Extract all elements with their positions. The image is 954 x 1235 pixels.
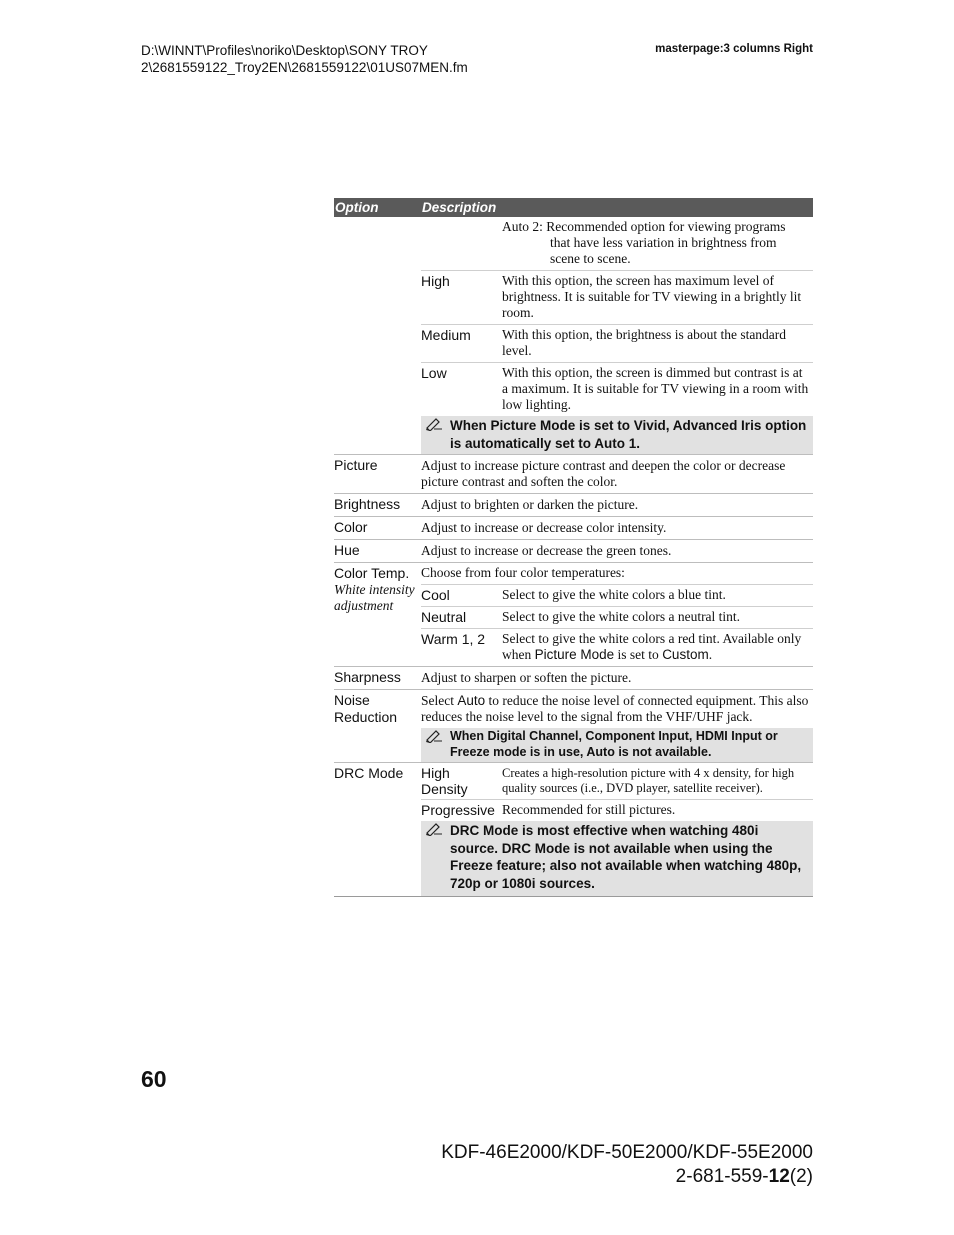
progressive-label: Progressive — [421, 802, 495, 818]
settings-table — [334, 198, 813, 897]
warm-desc: Select to give the white colors a red tint. Available only when Picture Mode is set to Custom. — [502, 631, 802, 662]
model-info — [441, 1141, 813, 1189]
note-iris — [421, 416, 813, 454]
color-temp-label: Color Temp. — [334, 565, 410, 581]
option-picture: Picture — [334, 457, 378, 473]
table-row-drc-mode — [334, 763, 813, 897]
table-row-noise-reduction — [334, 690, 813, 763]
subrow-neutral — [421, 607, 813, 629]
file-path — [141, 42, 468, 76]
cool-label: Cool — [421, 587, 450, 603]
subrow-low — [421, 363, 813, 416]
file-path-line-2: 2\2681559122_Troy2EN\2681559122\01US07MEN.fm — [141, 60, 468, 75]
masterpage-label: masterpage:3 columns Right — [655, 43, 813, 55]
low-desc: With this option, the screen is dimmed but contrast is at a maximum. It is suitable for TV viewing in a room with low lighting. — [502, 365, 809, 412]
neutral-desc: Select to give the white colors a neutral tint. — [502, 609, 741, 624]
subrow-medium — [421, 325, 813, 363]
sharpness-desc: Adjust to sharpen or soften the picture. — [421, 670, 632, 685]
subrow-progressive — [421, 800, 813, 821]
note-iris-text: When Picture Mode is set to Vivid, Advanced Iris option is automatically set to Auto 1. — [450, 418, 807, 451]
warm-label: Warm 1, 2 — [421, 631, 486, 647]
subrow-warm — [421, 629, 813, 666]
option-color-temp — [334, 563, 421, 666]
table-row-brightness — [334, 494, 813, 517]
table-row-picture — [334, 455, 813, 494]
option-noise-reduction: Noise Reduction — [334, 692, 398, 725]
color-temp-sublabel: White intensity adjustment — [334, 582, 415, 613]
pencil-note-icon — [425, 729, 450, 760]
neutral-label: Neutral — [421, 609, 467, 625]
picture-desc: Adjust to increase picture contrast and deepen the color or decrease picture contrast and soften the color. — [421, 458, 786, 489]
option-hue: Hue — [334, 542, 360, 558]
medium-label: Medium — [421, 327, 471, 343]
model-code: 2-681-559-12(2) — [675, 1166, 813, 1187]
subrow-high-density — [421, 763, 813, 800]
noise-desc: Select Auto to reduce the noise level of connected equipment. This also reduces the noise level to the signal from the VHF/UHF jack. — [421, 693, 809, 724]
description-cell — [421, 217, 813, 454]
subrow-high — [421, 271, 813, 325]
note-noise-text: When Digital Channel, Component Input, HDMI Input or Freeze mode is in use, Auto is not available. — [450, 729, 778, 759]
table-row-advanced-iris — [334, 217, 813, 455]
high-desc: With this option, the screen has maximum level of brightness. It is suitable for TV viewing in a brightly lit room. — [502, 273, 802, 320]
option-cell-empty — [334, 217, 421, 454]
auto2-desc: Auto 2: Recommended option for viewing programs that have less variation in brightness from scene to scene. — [502, 219, 786, 266]
high-density-label: High Density — [421, 765, 468, 797]
option-color: Color — [334, 519, 368, 535]
page-number: 60 — [141, 1066, 167, 1092]
pencil-note-icon — [425, 417, 450, 452]
high-label: High — [421, 273, 450, 289]
subrow-cool — [421, 585, 813, 607]
option-brightness: Brightness — [334, 496, 401, 512]
table-header — [334, 198, 813, 217]
table-row-color-temp — [334, 563, 813, 667]
table-row-color — [334, 517, 813, 540]
note-drc — [421, 821, 813, 896]
header-description: Description — [422, 200, 497, 215]
option-drc-mode: DRC Mode — [334, 765, 404, 781]
note-drc-text: DRC Mode is most effective when watching 480i source. DRC Mode is not available when using the Freeze feature; also not available when watching 480p, 720p or 1080i sources. — [450, 823, 802, 891]
pencil-note-icon — [425, 822, 450, 892]
color-desc: Adjust to increase or decrease color intensity. — [421, 520, 667, 535]
color-temp-intro: Choose from four color temperatures: — [421, 563, 813, 585]
table-row-sharpness — [334, 667, 813, 690]
note-noise — [421, 728, 813, 762]
medium-desc: With this option, the brightness is about the standard level. — [502, 327, 787, 358]
progressive-desc: Recommended for still pictures. — [502, 802, 676, 817]
header-option: Option — [335, 200, 379, 215]
file-path-line-1: D:\WINNT\Profiles\noriko\Desktop\SONY TROY — [141, 43, 428, 58]
option-sharpness: Sharpness — [334, 669, 401, 685]
brightness-desc: Adjust to brighten or darken the picture. — [421, 497, 639, 512]
model-name: KDF-46E2000/KDF-50E2000/KDF-55E2000 — [441, 1142, 813, 1163]
subrow-auto2 — [421, 217, 813, 271]
low-label: Low — [421, 365, 447, 381]
table-row-hue — [334, 540, 813, 563]
high-density-desc: Creates a high-resolution picture with 4 x density, for high quality sources (i.e., DVD player, satellite receiver). — [502, 766, 795, 795]
hue-desc: Adjust to increase or decrease the green tones. — [421, 543, 672, 558]
cool-desc: Select to give the white colors a blue tint. — [502, 587, 726, 602]
